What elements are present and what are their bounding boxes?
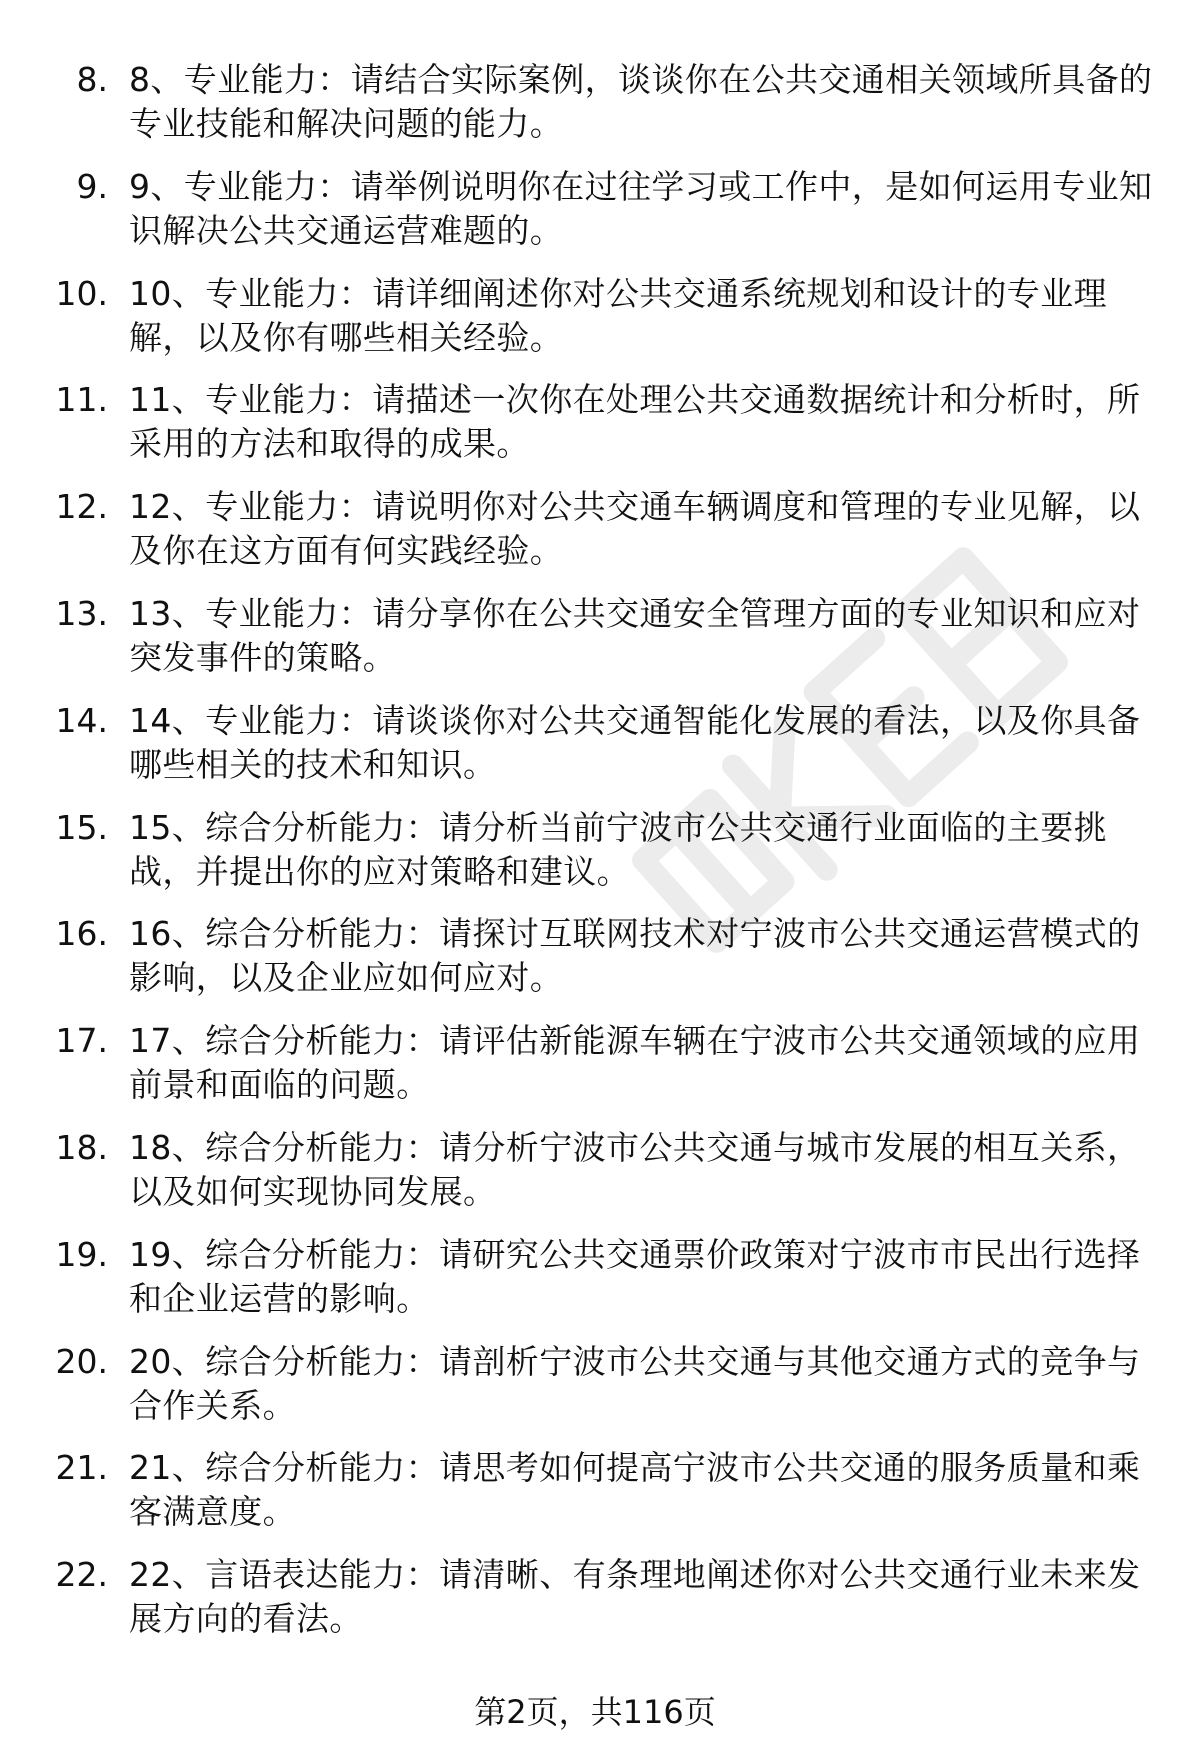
question-text: 22、言语表达能力：请清晰、有条理地阐述你对公共交通行业未来发展方向的看法。 [129,1555,1141,1639]
question-text: 18、综合分析能力：请分析宁波市公共交通与城市发展的相互关系，以及如何实现协同发展。 [129,1127,1141,1211]
question-number: 18. [55,1127,108,1167]
list-item [0,1334,1190,1441]
question-number: 10. [55,273,108,313]
page-footer: 第2页，共116页 [474,1693,716,1731]
question-number: 19. [55,1234,108,1274]
question-text: 12、专业能力：请说明你对公共交通车辆调度和管理的专业见解，以及你在这方面有何实践经验。 [129,487,1141,571]
list-item [0,800,1190,907]
question-text: 21、综合分析能力：请思考如何提高宁波市公共交通的服务质量和乘客满意度。 [129,1448,1141,1532]
question-number: 14. [55,700,108,740]
list-item [0,1227,1190,1334]
question-text: 10、专业能力：请详细阐述你对公共交通系统规划和设计的专业理解，以及你有哪些相关经验。 [129,273,1107,357]
list-item [0,479,1190,586]
list-item [0,1013,1190,1120]
question-text: 16、综合分析能力：请探讨互联网技术对宁波市公共交通运营模式的影响，以及企业应如何应对。 [129,914,1141,998]
question-number: 8. [76,60,108,99]
question-number: 22. [55,1555,108,1595]
question-number: 11. [55,380,108,420]
question-number: 9. [76,166,108,206]
question-text: 20、综合分析能力：请剖析宁波市公共交通与其他交通方式的竞争与合作关系。 [129,1341,1141,1425]
question-number: 17. [55,1021,108,1061]
question-text: 9、专业能力：请举例说明你在过往学习或工作中，是如何运用专业知识解决公共交通运营难题的。 [129,166,1153,250]
list-item [0,266,1190,373]
question-text: 15、综合分析能力：请分析当前宁波市公共交通行业面临的主要挑战，并提出你的应对策略和建议。 [129,807,1107,891]
question-text: 14、专业能力：请谈谈你对公共交通智能化发展的看法，以及你具备哪些相关的技术和知识。 [129,700,1141,784]
list-item [0,693,1190,800]
question-number: 21. [55,1448,108,1488]
question-number: 13. [55,593,108,633]
list-item [0,52,1190,159]
question-number: 20. [55,1341,108,1381]
list-item [0,1547,1190,1654]
question-number: 15. [55,807,108,847]
list-item [0,586,1190,693]
list-item [0,1440,1190,1547]
question-number: 16. [55,914,108,954]
question-list [0,52,1190,1654]
question-text: 11、专业能力：请描述一次你在处理公共交通数据统计和分析时，所采用的方法和取得的成果。 [129,380,1141,464]
list-item [0,159,1190,266]
list-item [0,1120,1190,1227]
question-text: 19、综合分析能力：请研究公共交通票价政策对宁波市市民出行选择和企业运营的影响。 [129,1234,1141,1318]
question-text: 8、专业能力：请结合实际案例，谈谈你在公共交通相关领域所具备的专业技能和解决问题的能力。 [129,60,1153,143]
question-text: 13、专业能力：请分享你在公共交通安全管理方面的专业知识和应对突发事件的策略。 [129,593,1141,677]
question-number: 12. [55,487,108,527]
question-text: 17、综合分析能力：请评估新能源车辆在宁波市公共交通领域的应用前景和面临的问题。 [129,1021,1141,1105]
list-item [0,906,1190,1013]
list-item [0,372,1190,479]
